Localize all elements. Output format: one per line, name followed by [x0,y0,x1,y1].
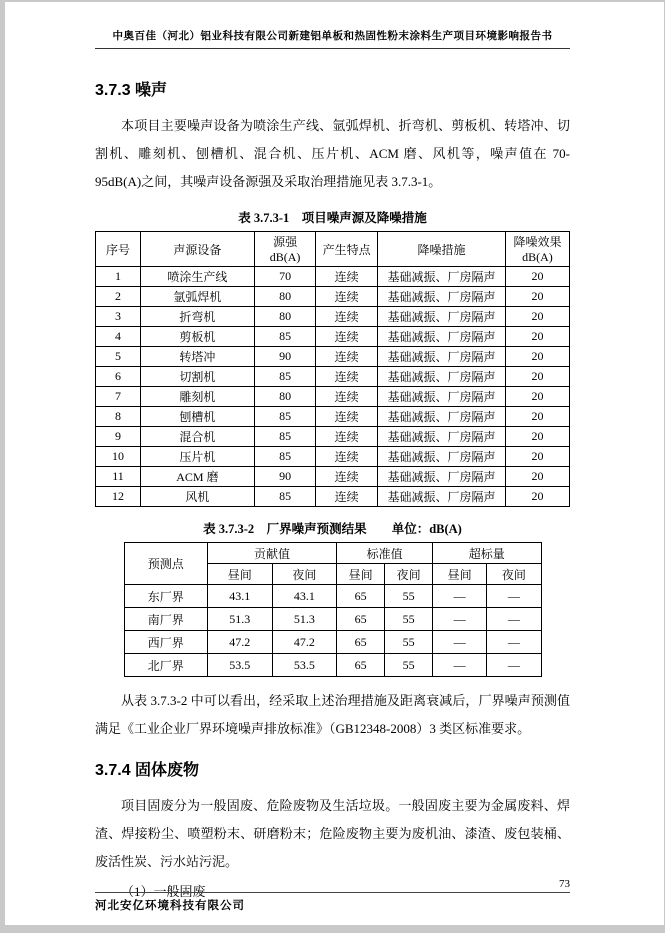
table-cell: 风机 [141,487,255,507]
table-cell: 连续 [316,347,378,367]
table-cell: 20 [505,287,569,307]
table-cell: 7 [96,387,141,407]
table2-sub-header: 昼间 [433,564,487,585]
table-cell: 基础减振、厂房隔声 [377,407,505,427]
table2-sub-header: 夜间 [272,564,337,585]
footer-divider [95,892,570,893]
table-cell: 基础减振、厂房隔声 [377,287,505,307]
table-cell: 20 [505,327,569,347]
table-cell: 70 [254,267,316,287]
table-cell: 12 [96,487,141,507]
table-cell: 雕刻机 [141,387,255,407]
table-cell: 55 [385,654,433,677]
table-cell: 基础减振、厂房隔声 [377,347,505,367]
table-cell: 20 [505,347,569,367]
table-cell: 20 [505,307,569,327]
table1-header-cell: 产生特点 [316,232,378,267]
table-cell: 东厂界 [124,585,207,608]
table-cell: 85 [254,407,316,427]
noise-source-row [96,327,570,347]
table-cell: 基础减振、厂房隔声 [377,447,505,467]
paragraph-noise-conclusion: 从表 3.7.3-2 中可以看出，经采取上述治理措施及距离衰减后，厂界噪声预测值满足《工业企业厂界环境噪声排放标准》（GB12348-2008）3 类区标准要求。 [95,693,570,736]
noise-source-row [96,427,570,447]
boundary-noise-row [124,654,541,677]
table-cell: 85 [254,427,316,447]
table-cell: 80 [254,287,316,307]
table2-corner-cell: 预测点 [124,543,207,585]
list-item-general-waste: （1）一般固废 [121,884,206,899]
table2-title-text: 表 3.7.3-2 厂界噪声预测结果 [203,522,367,536]
table-cell: 1 [96,267,141,287]
table-cell: 连续 [316,307,378,327]
table2-sub-header: 夜间 [385,564,433,585]
noise-source-row [96,347,570,367]
footer-company: 河北安亿环境科技有限公司 [95,900,245,912]
boundary-noise-table [124,542,542,677]
table-cell: 11 [96,467,141,487]
boundary-noise-row [124,608,541,631]
table-cell: 连续 [316,267,378,287]
table-cell: 85 [254,367,316,387]
table-cell: — [487,585,541,608]
table-cell: — [433,585,487,608]
table1-header-cell: 序号 [96,232,141,267]
table-cell: 65 [337,608,385,631]
table-cell: 65 [337,631,385,654]
table-cell: 混合机 [141,427,255,447]
table1-header-cell: 声源设备 [141,232,255,267]
table1-header-cell: 源强 dB(A) [254,232,316,267]
table-cell: 基础减振、厂房隔声 [377,427,505,447]
table2-unit: 单位：dB(A) [391,522,462,536]
table-cell: 连续 [316,327,378,347]
table2-header-row-1 [124,543,541,564]
table-cell: 2 [96,287,141,307]
noise-source-row [96,307,570,327]
table-cell: 8 [96,407,141,427]
table-cell: 转塔冲 [141,347,255,367]
table-cell: 53.5 [207,654,272,677]
table-cell: — [433,608,487,631]
table-cell: 基础减振、厂房隔声 [377,387,505,407]
table2-sub-header: 昼间 [207,564,272,585]
table-cell: 6 [96,367,141,387]
table-cell: 压片机 [141,447,255,467]
table-cell: 43.1 [272,585,337,608]
table-cell: 65 [337,654,385,677]
table-cell: 3 [96,307,141,327]
table-cell: 51.3 [207,608,272,631]
table-cell: 连续 [316,447,378,467]
noise-source-table [95,231,570,507]
table-cell: 20 [505,387,569,407]
table-cell: 西厂界 [124,631,207,654]
table-cell: 55 [385,608,433,631]
noise-source-row [96,487,570,507]
table1-header-cell: 降噪措施 [377,232,505,267]
table-cell: — [487,654,541,677]
table-cell: 43.1 [207,585,272,608]
table-cell: — [487,608,541,631]
table-cell: 85 [254,487,316,507]
table-cell: 47.2 [272,631,337,654]
table-cell: 氩弧焊机 [141,287,255,307]
table-cell: 连续 [316,487,378,507]
table-cell: 20 [505,427,569,447]
table-cell: 20 [505,487,569,507]
section-heading-3-7-3: 3.7.3 噪声 [95,82,168,99]
table-cell: 20 [505,367,569,387]
table-cell: — [487,631,541,654]
table2-sub-header: 夜间 [487,564,541,585]
table-cell: 剪板机 [141,327,255,347]
table-cell: 20 [505,467,569,487]
page-number: 73 [559,878,570,890]
table-cell: 80 [254,307,316,327]
table-cell: 折弯机 [141,307,255,327]
table-cell: 刨槽机 [141,407,255,427]
table-cell: 基础减振、厂房隔声 [377,367,505,387]
noise-source-row [96,407,570,427]
table-cell: 切割机 [141,367,255,387]
table-cell: 连续 [316,287,378,307]
noise-source-row [96,467,570,487]
document-page [5,2,664,925]
table-cell: 90 [254,467,316,487]
table-cell: 连续 [316,427,378,447]
table-cell: 10 [96,447,141,467]
paragraph-solidwaste-intro: 项目固废分为一般固废、危险废物及生活垃圾。一般固废主要为金属废料、焊渣、焊接粉尘、喷塑粉末、研磨粉末；危险废物主要为废机油、漆渣、废包装桶、废活性炭、污水站污泥。 [95,798,570,869]
table-cell: 65 [337,585,385,608]
table-cell: 连续 [316,407,378,427]
table-cell: 20 [505,407,569,427]
table-cell: 90 [254,347,316,367]
paragraph-noise-intro: 本项目主要噪声设备为喷涂生产线、氩弧焊机、折弯机、剪板机、转塔冲、切割机、雕刻机、刨槽机、混合机、压片机、ACM 磨、风机等，噪声值在 70-95dB(A)之间，其噪声设备源强及采取治理措施见表 3.7.3-1。 [95,118,570,189]
table1-title: 表 3.7.3-1 项目噪声源及降噪措施 [238,211,427,225]
table-cell: 85 [254,447,316,467]
table2-group-contribution: 贡献值 [207,543,336,564]
table-cell: 基础减振、厂房隔声 [377,307,505,327]
table-cell: 51.3 [272,608,337,631]
table-cell: 连续 [316,467,378,487]
noise-source-row [96,387,570,407]
noise-source-row [96,447,570,467]
table-cell: 基础减振、厂房隔声 [377,267,505,287]
table-cell: 20 [505,447,569,467]
table-cell: 55 [385,585,433,608]
table-cell: 连续 [316,387,378,407]
table2-title [95,519,570,537]
boundary-noise-row [124,585,541,608]
table-cell: 喷涂生产线 [141,267,255,287]
noise-source-row [96,287,570,307]
table-cell: 南厂界 [124,608,207,631]
table-cell: 连续 [316,367,378,387]
noise-source-row [96,267,570,287]
table-cell: — [433,654,487,677]
table2-group-exceedance: 超标量 [433,543,541,564]
table-cell: 基础减振、厂房隔声 [377,487,505,507]
table-cell: 85 [254,327,316,347]
page-footer [95,878,570,913]
table-cell: 20 [505,267,569,287]
table2-sub-header: 昼间 [337,564,385,585]
noise-source-row [96,367,570,387]
table-cell: 北厂界 [124,654,207,677]
table-cell: ACM 磨 [141,467,255,487]
table-cell: 4 [96,327,141,347]
boundary-noise-row [124,631,541,654]
table-cell: 47.2 [207,631,272,654]
table-cell: 9 [96,427,141,447]
table-cell: 5 [96,347,141,367]
table-cell: — [433,631,487,654]
section-heading-3-7-4: 3.7.4 固体废物 [95,762,200,779]
table-cell: 53.5 [272,654,337,677]
table-cell: 基础减振、厂房隔声 [377,327,505,347]
table2-group-standard: 标准值 [337,543,433,564]
document-header-title: 中奥百佳（河北）铝业科技有限公司新建铝单板和热固性粉末涂料生产项目环境影响报告书 [95,28,570,49]
table1-header-cell: 降噪效果 dB(A) [505,232,569,267]
table1-header-row [96,232,570,267]
table-cell: 基础减振、厂房隔声 [377,467,505,487]
table-cell: 55 [385,631,433,654]
table-cell: 80 [254,387,316,407]
